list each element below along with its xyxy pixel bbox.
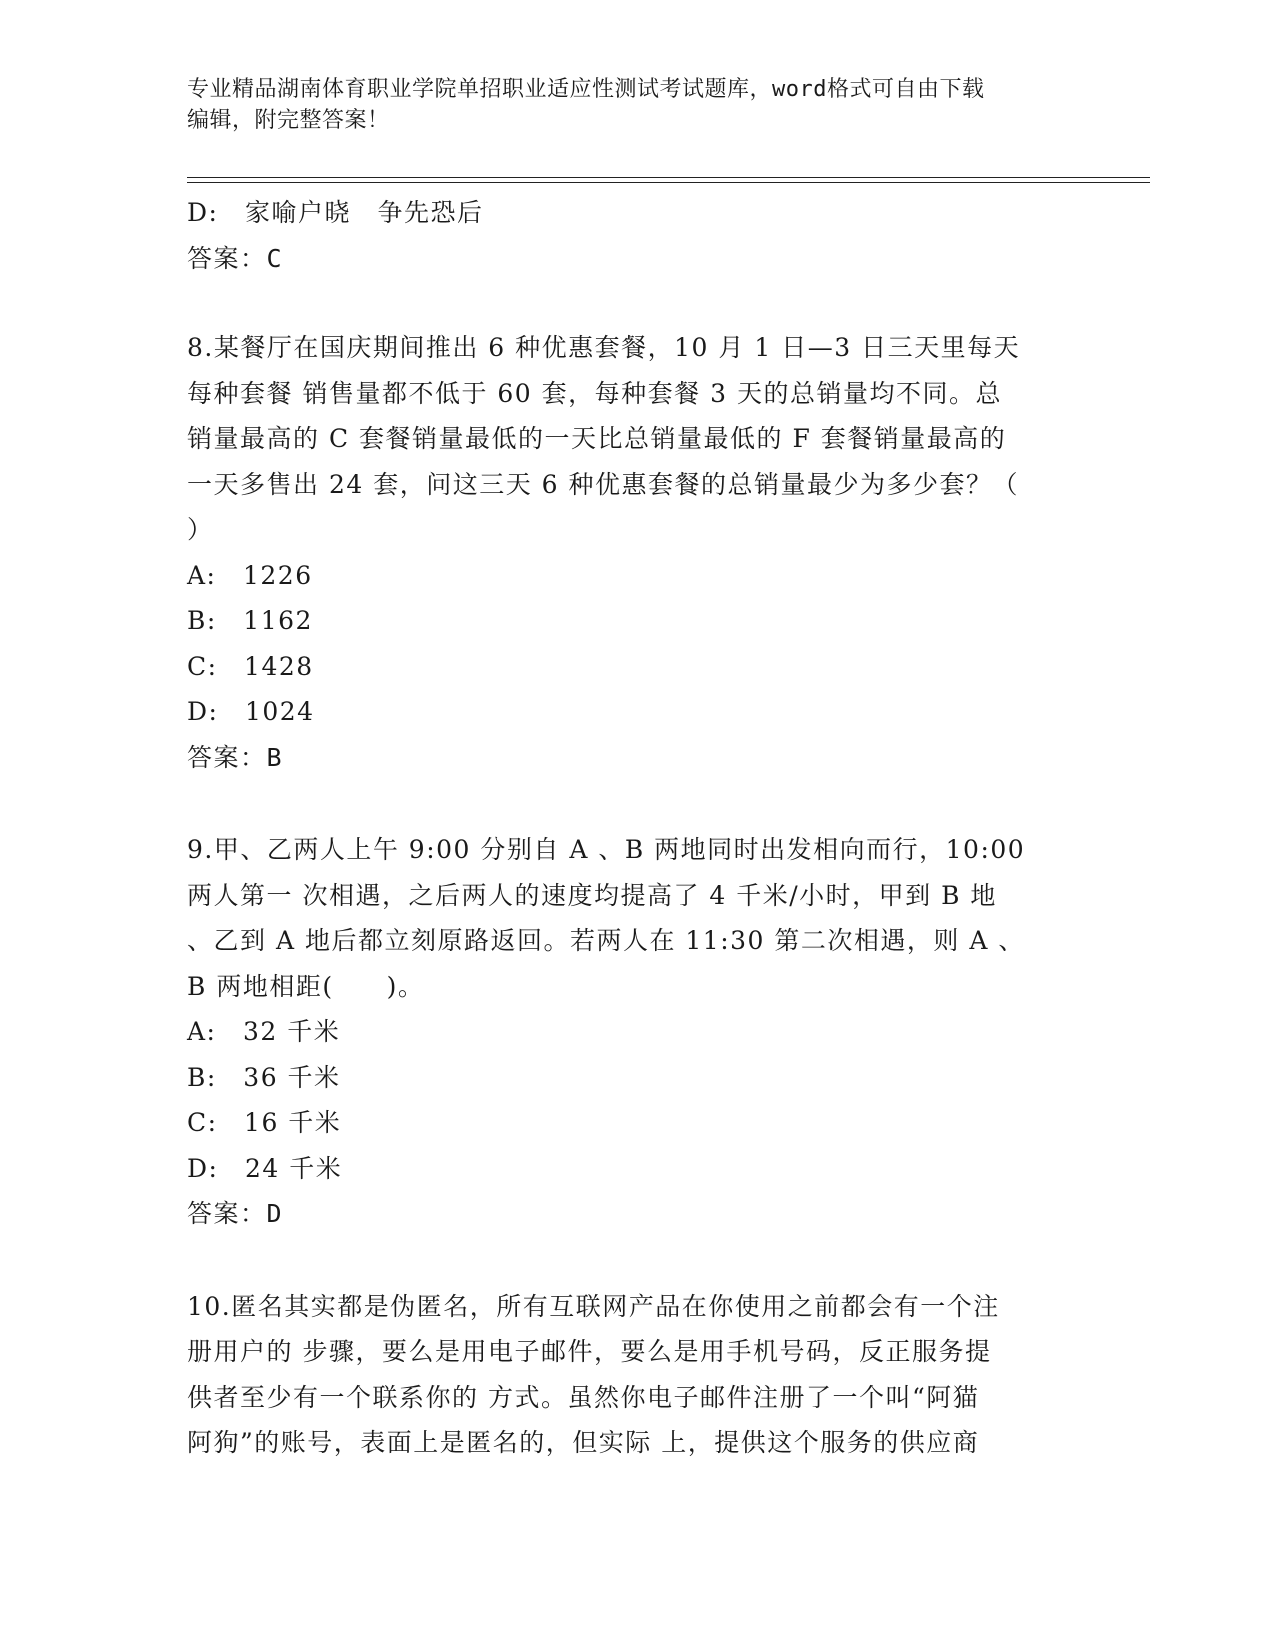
option-d: D: 1024 — [187, 697, 315, 726]
answer-label: 答案： — [187, 1199, 267, 1228]
question-text-line: B 两地相距( )。 — [187, 971, 425, 1001]
question-7-tail — [187, 190, 1077, 281]
answer-line — [187, 735, 1077, 781]
option-d: D: 家喻户晓 争先恐后 — [187, 198, 484, 227]
question-text-line: 两人第一 次相遇，之后两人的速度均提高了 4 千米/小时，甲到 B 地 — [187, 880, 997, 910]
option-c: C: 16 千米 — [187, 1108, 342, 1137]
question-text-line: 册用户的 步骤，要么是用电子邮件，要么是用手机号码，反正服务提 — [187, 1337, 992, 1366]
header-line-1: 专业精品湖南体育职业学院单招职业适应性测试考试题库，word格式可自由下载 — [187, 77, 985, 102]
option-d: D: 24 千米 — [187, 1153, 343, 1183]
question-text-line: 8.某餐厅在国庆期间推出 6 种优惠套餐，10 月 1 日—3 日三天里每天 — [187, 333, 1021, 362]
question-text-line: 销量最高的 C 套餐销量最低的一天比总销量最低的 F 套餐销量最高的 — [187, 424, 1007, 453]
question-8 — [187, 325, 1077, 780]
document-body — [187, 190, 1077, 1466]
option-c: C: 1428 — [187, 651, 314, 681]
header-rule-top — [187, 177, 1150, 178]
answer-line — [187, 1191, 1077, 1237]
question-text-line: 10.匿名其实都是伪匿名，所有互联网产品在你使用之前都会有一个注 — [187, 1291, 1000, 1321]
answer-label: 答案： — [187, 742, 267, 772]
answer-value: B — [266, 742, 284, 772]
question-text-line: 每种套餐 销售量都不低于 60 套，每种套餐 3 天的总销量均不同。总 — [187, 378, 1002, 408]
question-text-line: 阿狗”的账号，表面上是匿名的，但实际 上，提供这个服务的供应商 — [187, 1428, 980, 1457]
question-10 — [187, 1284, 1077, 1466]
answer-label: 答案： — [187, 243, 267, 273]
header-rule-bottom — [187, 182, 1150, 183]
answer-value: C — [266, 243, 284, 273]
option-a: A: 32 千米 — [187, 1017, 341, 1046]
option-b: B: 36 千米 — [187, 1062, 341, 1092]
header-line-2: 编辑，附完整答案！ — [187, 108, 390, 133]
page-header — [187, 74, 1067, 136]
question-text-line: 供者至少有一个联系你的 方式。虽然你电子邮件注册了一个叫“阿猫 — [187, 1382, 980, 1412]
answer-value: D — [266, 1199, 284, 1228]
question-9 — [187, 827, 1077, 1237]
question-text-line: 9.甲、乙两人上午 9:00 分别自 A 、B 两地同时出发相向而行，10:00 — [187, 835, 1026, 864]
option-a: A: 1226 — [187, 560, 313, 590]
answer-line — [187, 236, 1077, 282]
question-text-line: 一天多售出 24 套，问这三天 6 种优惠套餐的总销量最少为多少套？（ — [187, 469, 1020, 499]
option-b: B: 1162 — [187, 606, 313, 635]
question-text-line: 、乙到 A 地后都立刻原路返回。若两人在 11:30 第二次相遇，则 A 、 — [187, 926, 1025, 955]
question-text-line: ） — [187, 515, 214, 544]
